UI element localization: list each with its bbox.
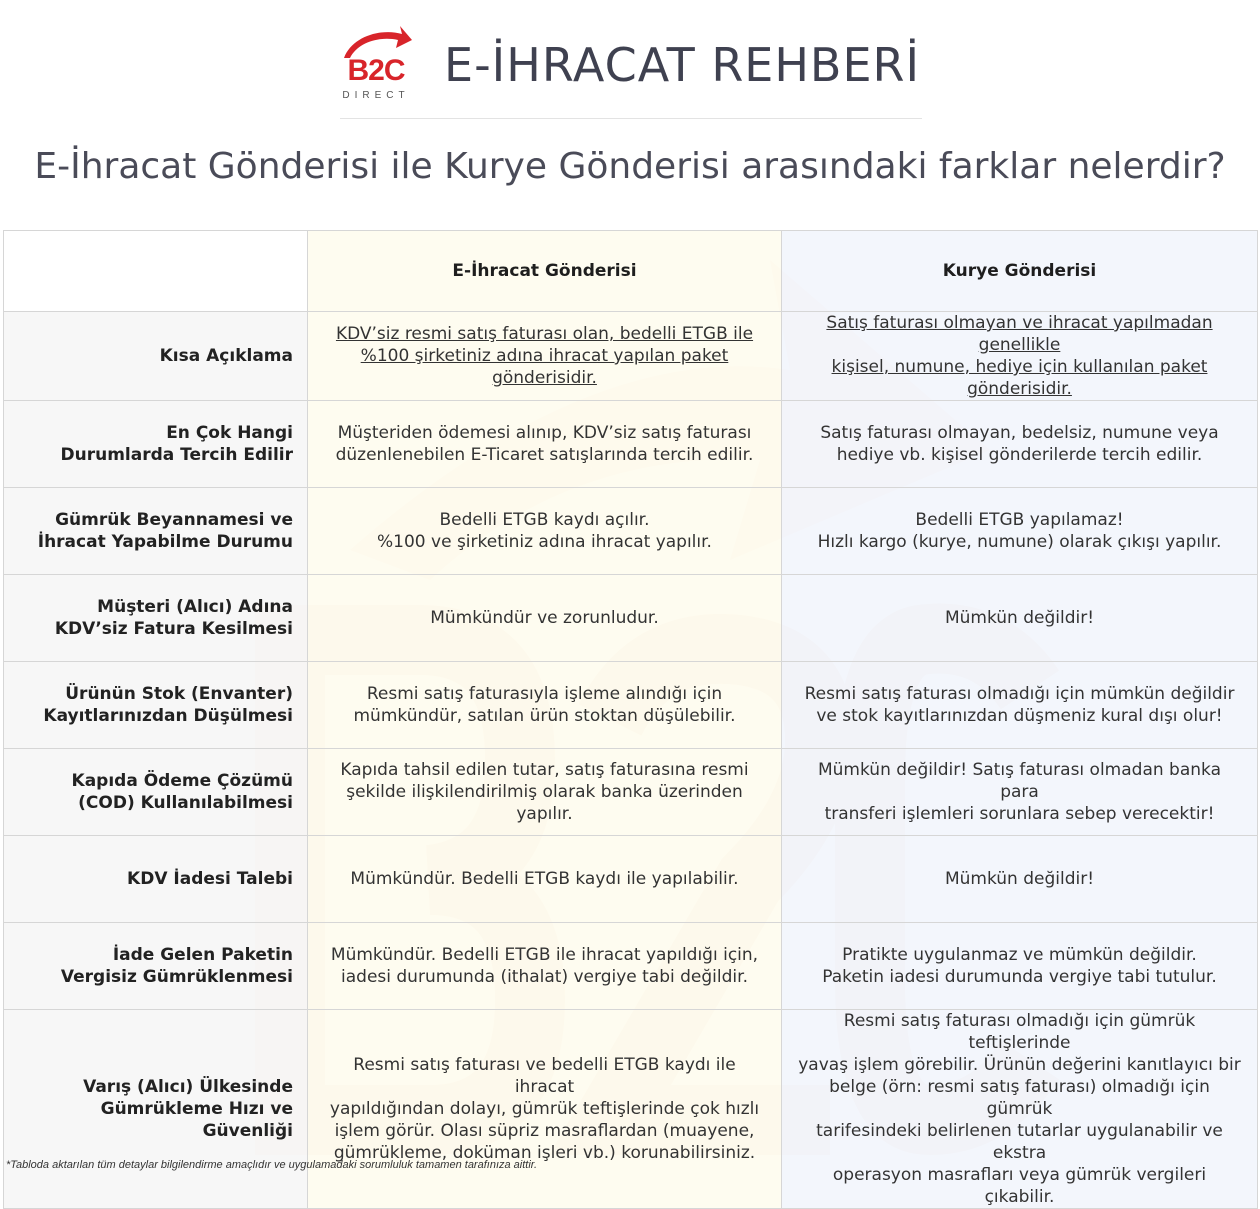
row-label bbox=[4, 662, 308, 749]
row-label bbox=[4, 749, 308, 836]
row-label-line: Müşteri (Alıcı) Adına bbox=[97, 597, 293, 617]
cell-line: işlem görür. Olası süpriz masraflardan (muayene, bbox=[334, 1121, 755, 1141]
row-label-line: Vergisiz Gümrüklenmesi bbox=[60, 967, 293, 987]
kurye-cell bbox=[782, 575, 1258, 662]
kurye-cell bbox=[782, 312, 1258, 401]
page-subtitle: E-İhracat Gönderisi ile Kurye Gönderisi arasındaki farklar nelerdir? bbox=[34, 146, 1226, 187]
cell-line: Mümkündür. Bedelli ETGB kaydı ile yapılabilir. bbox=[350, 869, 739, 889]
cell-line: yapıldığından dolayı, gümrük teftişlerinde çok hızlı bbox=[329, 1099, 760, 1119]
cell-line: Bedelli ETGB kaydı açılır. bbox=[439, 510, 650, 530]
cell-line: yavaş işlem görebilir. Ürünün değerini kanıtlayıcı bir bbox=[798, 1055, 1241, 1075]
cell-line: tarifesindeki belirlenen tutarlar uygulanabilir ve ekstra bbox=[816, 1121, 1223, 1163]
row-label-line: İade Gelen Paketin bbox=[112, 945, 293, 965]
cell-line: mümkündür, satılan ürün stoktan düşülebilir. bbox=[353, 706, 736, 726]
cell-line: gümrükleme, doküman işleri vb.) korunabilirsiniz. bbox=[333, 1143, 756, 1163]
cell-line: şekilde ilişkilendirilmiş olarak banka üzerinden yapılır. bbox=[346, 782, 743, 824]
e-ihracat-cell bbox=[308, 312, 782, 401]
cell-line: iadesi durumunda (ithalat) vergiye tabi değildir. bbox=[341, 967, 748, 987]
row-label-line: Varış (Alıcı) Ülkesinde bbox=[83, 1077, 293, 1097]
cell-line: hediye vb. kişisel gönderilerde tercih edilir. bbox=[836, 445, 1203, 465]
cell-line: %100 ve şirketiniz adına ihracat yapılır. bbox=[377, 532, 712, 552]
cell-line: transferi işlemleri sorunlara sebep verecektir! bbox=[824, 804, 1215, 824]
header-empty-cell bbox=[4, 231, 308, 312]
row-label bbox=[4, 923, 308, 1010]
cell-line: Mümkün değildir! bbox=[944, 869, 1095, 889]
table-row bbox=[4, 401, 1258, 488]
table-row bbox=[4, 923, 1258, 1010]
column-header-e-ihracat: E-İhracat Gönderisi bbox=[308, 231, 782, 312]
cell-line: Pratikte uygulanmaz ve mümkün değildir. bbox=[842, 945, 1197, 965]
logo-subtext: DIRECT bbox=[342, 90, 410, 101]
header-divider bbox=[340, 118, 922, 119]
logo-wordmark: B2C bbox=[347, 54, 405, 87]
row-label-line: KDV’siz Fatura Kesilmesi bbox=[54, 619, 293, 639]
table-row bbox=[4, 488, 1258, 575]
cell-line: Hızlı kargo (kurye, numune) olarak çıkışı yapılır. bbox=[817, 532, 1222, 552]
row-label-line: KDV İadesi Talebi bbox=[127, 869, 293, 889]
cell-line: belge (örn: resmi satış faturası) olmadığı için gümrük bbox=[829, 1077, 1210, 1119]
kurye-cell bbox=[782, 1010, 1258, 1209]
cell-line: Satış faturası olmayan, bedelsiz, numune veya bbox=[820, 423, 1219, 443]
comparison-table bbox=[3, 230, 1258, 1209]
row-label bbox=[4, 575, 308, 662]
cell-line: Resmi satış faturası olmadığı için mümkün değildir bbox=[804, 684, 1235, 704]
table-header-row bbox=[4, 231, 1258, 312]
e-ihracat-cell bbox=[308, 749, 782, 836]
row-label bbox=[4, 836, 308, 923]
row-label-line: Kısa Açıklama bbox=[159, 346, 293, 366]
cell-line: Mümkündür ve zorunludur. bbox=[430, 608, 659, 628]
e-ihracat-cell bbox=[308, 488, 782, 575]
cell-line: Resmi satış faturasıyla işleme alındığı için bbox=[366, 684, 723, 704]
kurye-cell bbox=[782, 836, 1258, 923]
kurye-cell bbox=[782, 662, 1258, 749]
kurye-cell bbox=[782, 923, 1258, 1010]
cell-line: Satış faturası olmayan ve ihracat yapılmadan genellikle bbox=[826, 313, 1213, 355]
cell-line: Paketin iadesi durumunda vergiye tabi tutulur. bbox=[822, 967, 1217, 987]
cell-line: KDV’siz resmi satış faturası olan, bedelli ETGB ile bbox=[335, 324, 754, 344]
e-ihracat-cell bbox=[308, 923, 782, 1010]
e-ihracat-cell bbox=[308, 575, 782, 662]
cell-line: Resmi satış faturası olmadığı için gümrük teftişlerinde bbox=[843, 1011, 1196, 1053]
disclaimer-footnote: *Tabloda aktarılan tüm detaylar bilgilendirme amaçlıdır ve uygulamadaki sorumluluk tamamen tarafınıza aittir. bbox=[6, 1159, 538, 1171]
row-label-line: Gümrükleme Hızı ve Güvenliği bbox=[100, 1099, 293, 1141]
row-label bbox=[4, 1010, 308, 1209]
table-row bbox=[4, 836, 1258, 923]
row-label bbox=[4, 401, 308, 488]
b2c-direct-logo bbox=[338, 24, 414, 104]
kurye-cell bbox=[782, 488, 1258, 575]
cell-line: Resmi satış faturası ve bedelli ETGB kaydı ile ihracat bbox=[353, 1055, 736, 1097]
e-ihracat-cell bbox=[308, 1010, 782, 1209]
table-row bbox=[4, 575, 1258, 662]
cell-line: ve stok kayıtlarınızdan düşmeniz kural dışı olur! bbox=[816, 706, 1223, 726]
row-label-line: Kapıda Ödeme Çözümü bbox=[71, 771, 293, 791]
table-row bbox=[4, 1010, 1258, 1209]
cell-line: düzenlenebilen E-Ticaret satışlarında tercih edilir. bbox=[335, 445, 754, 465]
table-row bbox=[4, 312, 1258, 401]
column-header-kurye: Kurye Gönderisi bbox=[782, 231, 1258, 312]
cell-line: Müşteriden ödemesi alınıp, KDV’siz satış faturası bbox=[337, 423, 752, 443]
row-label-line: Durumlarda Tercih Edilir bbox=[60, 445, 293, 465]
page-header bbox=[0, 0, 1260, 122]
cell-line: kişisel, numune, hediye için kullanılan paket gönderisidir. bbox=[831, 357, 1208, 399]
cell-line: Mümkün değildir! bbox=[944, 608, 1095, 628]
row-label-line: Gümrük Beyannamesi ve bbox=[55, 510, 293, 530]
row-label-line: İhracat Yapabilme Durumu bbox=[37, 532, 293, 552]
e-ihracat-cell bbox=[308, 662, 782, 749]
table-row bbox=[4, 662, 1258, 749]
kurye-cell bbox=[782, 749, 1258, 836]
row-label-line: En Çok Hangi bbox=[166, 423, 293, 443]
cell-line: Mümkündür. Bedelli ETGB ile ihracat yapıldığı için, bbox=[330, 945, 759, 965]
row-label-line: Ürünün Stok (Envanter) bbox=[65, 684, 293, 704]
row-label-line: (COD) Kullanılabilmesi bbox=[78, 793, 293, 813]
cell-line: Kapıda tahsil edilen tutar, satış faturasına resmi bbox=[340, 760, 749, 780]
cell-line: Mümkün değildir! Satış faturası olmadan banka para bbox=[817, 760, 1221, 802]
page-title: E-İHRACAT REHBERİ bbox=[444, 38, 921, 92]
cell-line: %100 şirketiniz adına ihracat yapılan paket gönderisidir. bbox=[360, 346, 729, 388]
row-label-line: Kayıtlarınızdan Düşülmesi bbox=[43, 706, 293, 726]
row-label bbox=[4, 488, 308, 575]
e-ihracat-cell bbox=[308, 836, 782, 923]
cell-line: Bedelli ETGB yapılamaz! bbox=[915, 510, 1124, 530]
kurye-cell bbox=[782, 401, 1258, 488]
e-ihracat-cell bbox=[308, 401, 782, 488]
table-row bbox=[4, 749, 1258, 836]
row-label bbox=[4, 312, 308, 401]
cell-line: operasyon masrafları veya gümrük vergileri çıkabilir. bbox=[832, 1165, 1207, 1207]
